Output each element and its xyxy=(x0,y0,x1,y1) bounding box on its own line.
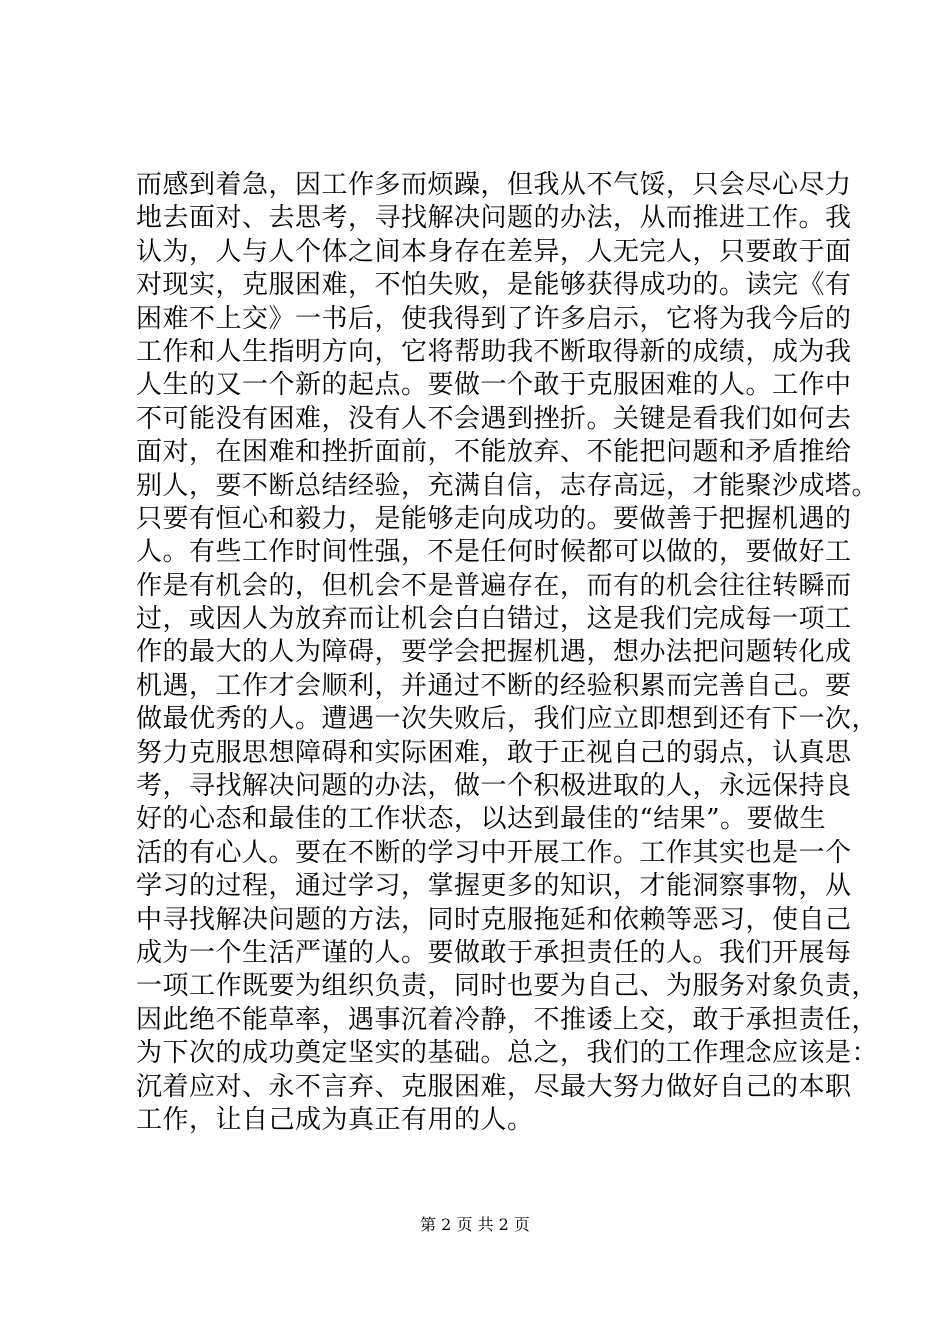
text-line: 沉着应对、永不言弃、克服困难，尽最大努力做好自己的本职 xyxy=(136,1071,852,1102)
text-line: 对现实，克服困难，不怕失败，是能够获得成功的。读完《有 xyxy=(136,270,852,301)
page-number-label: 第 2 页 共 2 页 xyxy=(420,1215,530,1234)
text-line: 不可能没有困难，没有人不会遇到挫折。关键是看我们如何去 xyxy=(136,403,852,434)
text-line: 人生的又一个新的起点。要做一个敢于克服困难的人。工作中 xyxy=(136,370,852,401)
text-line: 活的有心人。要在不断的学习中开展工作。工作其实也是一个 xyxy=(136,837,852,868)
page-footer xyxy=(0,1215,950,1235)
text-line: 只要有恒心和毅力，是能够走向成功的。要做善于把握机遇的 xyxy=(136,503,852,534)
text-line: 好的心态和最佳的工作状态，以达到最佳的“结果”。要做生 xyxy=(136,804,827,835)
text-line: 因此绝不能草率，遇事沉着冷静，不推诿上交，敢于承担责任， xyxy=(136,1004,879,1035)
text-line: 学习的过程，通过学习，掌握更多的知识，才能洞察事物，从 xyxy=(136,871,852,902)
text-line: 努力克服思想障碍和实际困难，敢于正视自己的弱点，认真思 xyxy=(136,737,852,768)
text-line: 做最优秀的人。遭遇一次失败后，我们应立即想到还有下一次， xyxy=(136,704,879,735)
text-line: 工作和人生指明方向，它将帮助我不断取得新的成绩，成为我 xyxy=(136,336,852,367)
text-line: 中寻找解决问题的方法，同时克服拖延和依赖等恶习，使自己 xyxy=(136,904,852,935)
text-line: 为下次的成功奠定坚实的基础。总之，我们的工作理念应该是： xyxy=(136,1038,879,1069)
text-line: 地去面对、去思考，寻找解决问题的办法，从而推进工作。我 xyxy=(136,203,852,234)
text-line: 别人，要不断总结经验，充满自信，志存高远，才能聚沙成塔。 xyxy=(136,470,879,501)
text-line: 一项工作既要为组织负责，同时也要为自己、为服务对象负责， xyxy=(136,971,879,1002)
text-line: 人。有些工作时间性强，不是任何时候都可以做的，要做好工 xyxy=(136,537,852,568)
text-line: 工作，让自己成为真正有用的人。 xyxy=(136,1104,534,1135)
text-line: 过，或因人为放弃而让机会白白错过，这是我们完成每一项工 xyxy=(136,604,852,635)
body-text xyxy=(136,169,879,1137)
text-line: 考，寻找解决问题的办法，做一个积极进取的人，永远保持良 xyxy=(136,771,852,802)
text-line: 成为一个生活严谨的人。要做敢于承担责任的人。我们开展每 xyxy=(136,937,852,968)
text-line: 作是有机会的，但机会不是普遍存在，而有的机会往往转瞬而 xyxy=(136,570,852,601)
text-line: 认为，人与人个体之间本身存在差异，人无完人，只要敢于面 xyxy=(136,236,852,267)
text-line: 机遇，工作才会顺利，并通过不断的经验积累而完善自己。要 xyxy=(136,670,852,701)
text-line: 而感到着急，因工作多而烦躁，但我从不气馁，只会尽心尽力 xyxy=(136,170,852,200)
text-line: 困难不上交》一书后，使我得到了许多启示，它将为我今后的 xyxy=(136,303,852,334)
text-line: 作的最大的人为障碍，要学会把握机遇，想办法把问题转化成 xyxy=(136,637,852,668)
text-line: 面对，在困难和挫折面前，不能放弃、不能把问题和矛盾推给 xyxy=(136,437,852,468)
